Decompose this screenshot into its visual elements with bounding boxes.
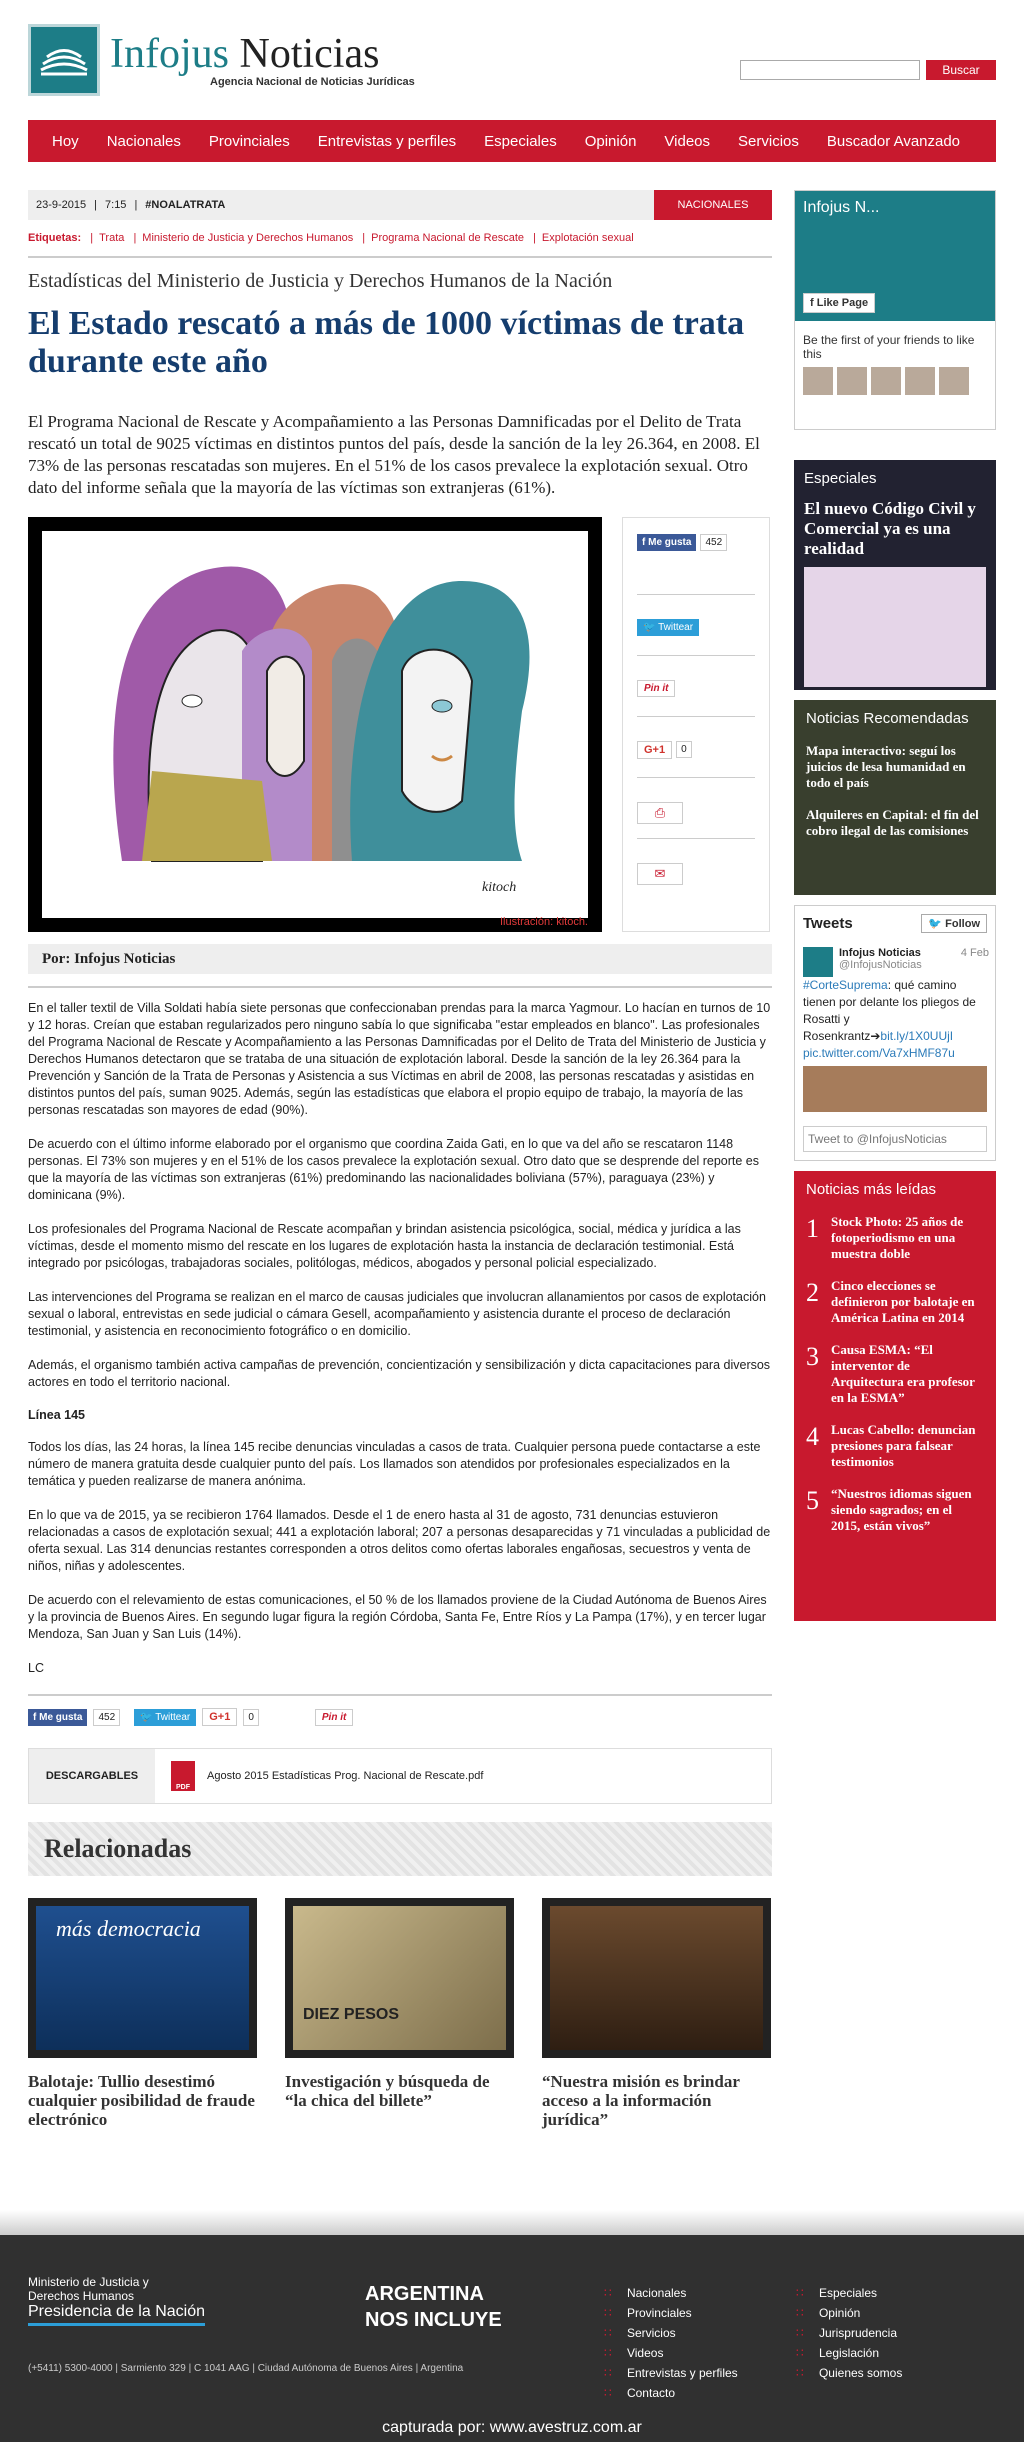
share-sidebar xyxy=(622,517,770,932)
paragraph: De acuerdo con el último informe elaborado por el organismo que coordina Zaida Gati, en lo que va del año se rescataron 1148 personas. El 73% son mujeres y en el 51% de los casos prevalece la explotación sexual. Otro dato que se desprende del reporte es que la mayoría de las víctimas son extranjeras (61%) predominando las nacionalidades boliviana (57%), paraguaya (23%) y dominicana (9%). xyxy=(28,1137,759,1202)
search-input[interactable] xyxy=(740,60,920,80)
facebook-page-widget xyxy=(794,190,996,430)
related-heading: Relacionadas xyxy=(28,1822,772,1876)
like-count: 452 xyxy=(93,1709,120,1726)
footer-link[interactable]: ∷ Legislación xyxy=(796,2343,902,2363)
paragraph-initials: LC xyxy=(28,1661,44,1675)
footer-links-1 xyxy=(604,2283,738,2403)
argentina-logo: ARGENTINA NOS INCLUYE xyxy=(365,2283,502,2331)
tweet-button[interactable]: 🐦 Twittear xyxy=(134,1709,196,1726)
article-author: Por: Infojus Noticias xyxy=(28,944,772,974)
divider xyxy=(28,986,772,988)
print-icon[interactable]: ⎙ xyxy=(637,802,683,824)
recommended-item[interactable]: Alquileres en Capital: el fin del cobro ilegal de las comisiones xyxy=(806,807,979,838)
related-title[interactable]: Balotaje: Tullio desestimó cualquier posibilidad de fraude electrónico xyxy=(28,2072,255,2129)
article-hashtag[interactable]: #NOALATRATA xyxy=(145,199,226,211)
related-image[interactable] xyxy=(28,1898,257,2058)
pdf-icon: PDF xyxy=(171,1761,195,1791)
avatar[interactable] xyxy=(837,367,867,395)
specials-title[interactable]: El nuevo Código Civil y Comercial ya es una realidad xyxy=(804,499,976,558)
related-item[interactable] xyxy=(28,1898,257,2129)
faces-illustration xyxy=(42,531,588,918)
tweet-handle: @InfojusNoticias xyxy=(839,959,922,971)
article-kicker: Estadísticas del Ministerio de Justicia y Derechos Humanos de la Nación xyxy=(28,270,613,292)
related-item[interactable] xyxy=(542,1898,771,2129)
specials-image[interactable] xyxy=(804,567,986,687)
twitter-widget xyxy=(794,905,996,1161)
specials-widget xyxy=(794,460,996,690)
footer-link[interactable]: ∷ Entrevistas y perfiles xyxy=(604,2363,738,2383)
paragraph: Los profesionales del Programa Nacional de Rescate acompañan y brindan asistencia psicológica, social, médica y jurídica a las víctimas, desde el momento mismo del rescate en los lugares de explotación hasta la instancia de declaración testimonial. Está integrado por psicólogas, trabajadoras sociales, politólogas, médicos, abogados y personal policial especializado. xyxy=(28,1222,741,1270)
ministry-name[interactable]: Ministerio de Justicia y Derechos Humanos xyxy=(28,2275,149,2303)
article-time: 7:15 xyxy=(105,199,127,211)
paragraph: En lo que va de 2015, ya se recibieron 1764 llamados. Desde el 1 de enero hasta al 31 de agosto, 731 denuncias estuvieron relacionadas a casos de explotación sexual; 441 a explotación laboral; 207 a personas desaparecidas y 71 vinculadas a publicidad de oferta sexual. Las 314 denuncias restantes corresponden a otros delitos como ofertas laborales engañosas, secuestros y venta de niños, niñas y adolescentes. xyxy=(28,1508,771,1573)
footer xyxy=(0,2235,1024,2442)
google-plus-button[interactable]: G+1 xyxy=(202,1708,237,1726)
most-read-item[interactable]: 4 Lucas Cabello: denuncian presiones para falsear testimonios xyxy=(806,1422,976,1469)
most-read-item[interactable]: 2 Cinco elecciones se definieron por balotaje en América Latina en 2014 xyxy=(806,1278,975,1325)
most-read-heading: Noticias más leídas xyxy=(806,1181,937,1198)
related-image[interactable] xyxy=(285,1898,514,2058)
article-meta: 23-9-2015 | 7:15 | #NOALATRATA NACIONALES xyxy=(28,190,772,220)
avatar[interactable] xyxy=(803,367,833,395)
footer-links-2 xyxy=(796,2283,902,2383)
recommended-heading: Noticias Recomendadas xyxy=(806,710,969,727)
footer-link[interactable]: ∷ Provinciales xyxy=(604,2303,738,2323)
download-file[interactable] xyxy=(155,1749,483,1803)
hashtag-link[interactable]: #CorteSuprema xyxy=(803,978,888,992)
logo-book-icon xyxy=(28,24,100,96)
search-form xyxy=(740,60,996,80)
paragraph: Las intervenciones del Programa se realizan en el marco de causas judiciales que involucran allanamientos por casos de explotación sexual o laboral, entrevistas en sede judicial o cámara Gesell, acompañamiento y asistencia durante el proceso de declaración testimonial, y asistencia en reconocimiento fotográfico o en domicilio. xyxy=(28,1290,766,1338)
avatar[interactable] xyxy=(905,367,935,395)
pinterest-button[interactable]: Pin it xyxy=(315,1709,353,1726)
presidency-logo[interactable]: Presidencia de la Nación xyxy=(28,2303,205,2326)
main-nav xyxy=(28,120,996,162)
tag-link[interactable]: Programa Nacional de Rescate xyxy=(371,232,524,244)
tweet-date: 4 Feb xyxy=(960,947,989,959)
fb-friends-text: Be the first of your friends to like this xyxy=(803,333,975,361)
gplus-count: 0 xyxy=(676,741,692,758)
fb-faces xyxy=(795,361,995,401)
like-count: 452 xyxy=(700,534,727,551)
related-list xyxy=(28,1898,772,2129)
subheading: Línea 145 xyxy=(28,1408,85,1422)
facebook-cover[interactable] xyxy=(795,191,995,321)
recommended-widget xyxy=(794,700,996,895)
tag-link[interactable]: Ministerio de Justicia y Derechos Humanos xyxy=(142,232,354,244)
fb-page-name[interactable]: Infojus N... xyxy=(803,199,880,216)
footer-link[interactable]: ∷ Servicios xyxy=(604,2323,738,2343)
nav-item-opinion[interactable]: Opinión xyxy=(584,132,637,150)
download-file-name[interactable]: Agosto 2015 Estadísticas Prog. Nacional de Rescate.pdf xyxy=(207,1770,484,1782)
logo-title: Infojus Noticias xyxy=(110,31,380,77)
footer-link[interactable]: ∷ Opinión xyxy=(796,2303,902,2323)
downloads-box xyxy=(28,1748,772,1804)
paragraph: Todos los días, las 24 horas, la línea 145 recibe denuncias vinculadas a casos de trata. Cualquier persona puede contactarse a este número de manera gratuita desde cualquier punto del país. Los llamados son atendidos por profesionales especializados en la temática y pueden realizarse de manera anónima. xyxy=(28,1440,761,1488)
paragraph: Además, el organismo también activa campañas de prevención, concientización y sensibilización y dicta capacitaciones para diversos actores en todo el territorio nacional. xyxy=(28,1358,771,1389)
tweet[interactable] xyxy=(803,947,987,977)
tweets-heading: Tweets xyxy=(803,915,853,932)
article-date: 23-9-2015 xyxy=(36,199,87,211)
most-read-item[interactable]: 1 Stock Photo: 25 años de fotoperiodismo en una muestra doble xyxy=(806,1214,964,1261)
article-column xyxy=(28,190,772,2129)
specials-heading: Especiales xyxy=(804,470,877,487)
footer-link[interactable]: ∷ Contacto xyxy=(604,2383,738,2403)
avatar[interactable] xyxy=(939,367,969,395)
related-image-text: DIEZ PESOS xyxy=(293,1906,506,2050)
tags-label: Etiquetas: xyxy=(28,232,82,244)
header xyxy=(0,0,1024,120)
related-image-text: más democracia xyxy=(36,1906,249,2050)
footer-link[interactable]: ∷ Nacionales xyxy=(604,2283,738,2303)
footer-link[interactable]: ∷ Quienes somos xyxy=(796,2363,902,2383)
downloads-label: DESCARGABLES xyxy=(29,1749,155,1803)
tag-link[interactable]: Explotación sexual xyxy=(541,232,634,244)
tweet-author[interactable]: Infojus Noticias xyxy=(839,947,921,959)
tweet-button[interactable]: 🐦 Twittear xyxy=(637,619,699,636)
search-button[interactable]: Buscar xyxy=(926,60,996,80)
footer-address: (+5411) 5300-4000 | Sarmiento 329 | C 1041 AAG | Ciudad Autónoma de Buenos Aires | Argentina xyxy=(28,2363,464,2374)
facebook-like-button[interactable]: f Me gusta xyxy=(28,1709,87,1726)
nav-item-videos[interactable]: Videos xyxy=(664,132,711,150)
site-logo[interactable] xyxy=(28,24,415,96)
article-lead: El Programa Nacional de Rescate y Acompañamiento a las Personas Damnificadas por el Delito de Trata rescató un total de 9025 víctimas en distintos puntos del país, desde la sanción de la ley 26.364, en 2008. El 73% de las personas rescatadas son mujeres. En el 51% de los casos prevalece la explotación sexual. Otro dato del informe señala que la mayoría de las víctimas son extranjeras (61%). xyxy=(28,412,760,497)
nav-item-entrevistas[interactable]: Entrevistas y perfiles xyxy=(317,132,457,150)
tweet-to-input[interactable]: Tweet to @InfojusNoticias xyxy=(803,1126,987,1152)
illustration-signature: kitoch xyxy=(482,880,517,895)
facebook-like-button[interactable]: f Me gusta xyxy=(637,534,696,551)
paragraph: En el taller textil de Villa Soldati había siete personas que confeccionaban prendas para la marca Yagmour. Lo hacían en turnos de 10 y 12 horas. Creían que estaban regularizados pero ninguno sabía lo que significaba "estar empleados en blanco". Las profesionales del Programa Nacional de Rescate y Acompañamiento a las Personas Damnificadas por el Delito de Trata del Ministerio de Justicia y Derechos Humanos detectaron que se trataba de una situación de explotación laboral. Desde la sanción de la ley 26.364 para la Prevención y Sanción de la Trata de Personas y Asistencia a sus Víctimas en abril de 2008, las personas rescatadas y asistidas en distintos puntos del país, suman 9025. Además, según las estadísticas que elabora el propio equipo de trabajo, la mayoría de las personas rescatadas son mayores de edad (90%). xyxy=(28,1001,771,1117)
avatar[interactable] xyxy=(871,367,901,395)
logo-subtitle: Agencia Nacional de Noticias Jurídicas xyxy=(210,76,415,88)
article-illustration[interactable] xyxy=(28,517,602,932)
divider xyxy=(28,1694,772,1696)
tweet-link[interactable]: pic.twitter.com/Va7xHMF87u xyxy=(803,1046,955,1060)
tags: Etiquetas: | Trata | Ministerio de Justicia y Derechos Humanos | Programa Nacional de Rescate | Explotación sexual xyxy=(28,232,634,244)
nav-item-buscador[interactable]: Buscador Avanzado xyxy=(826,132,961,150)
nav-item-hoy[interactable]: Hoy xyxy=(52,132,79,150)
tweet-link[interactable]: bit.ly/1X0UUjI xyxy=(880,1029,954,1043)
divider xyxy=(28,256,772,258)
footer-link[interactable]: ∷ Jurisprudencia xyxy=(796,2323,902,2343)
most-read-widget xyxy=(794,1171,996,1621)
related-item[interactable] xyxy=(285,1898,514,2129)
section-badge[interactable]: NACIONALES xyxy=(654,190,772,220)
footer-shadow xyxy=(0,2210,1024,2235)
sidebar xyxy=(794,190,996,1621)
nav-item-provinciales[interactable]: Provinciales xyxy=(208,132,290,150)
capture-credit: capturada por: www.avestruz.com.ar xyxy=(382,2419,642,2436)
recommended-item[interactable]: Mapa interactivo: seguí los juicios de lesa humanidad en todo el país xyxy=(806,743,966,790)
article-body xyxy=(28,1000,772,1677)
fb-like-page-button[interactable]: f Like Page xyxy=(803,293,875,313)
image-caption: Ilustración: kitoch. xyxy=(499,916,588,928)
most-read-item[interactable]: 3 Causa ESMA: “El interventor de Arquitectura era profesor en la ESMA” xyxy=(806,1342,975,1405)
gplus-count: 0 xyxy=(243,1709,259,1726)
nav-item-servicios[interactable]: Servicios xyxy=(738,132,799,150)
nav-item-nacionales[interactable]: Nacionales xyxy=(106,132,181,150)
tweet-text: #CorteSuprema: qué camino tienen por delante los pliegos de Rosatti y Rosenkrantz➔bit.ly/1X0UUjI pic.twitter.com/Va7xHMF87u xyxy=(803,978,976,1060)
most-read-item[interactable]: 5 “Nuestros idiomas siguen siendo sagrados; en el 2015, están vivos” xyxy=(806,1486,972,1533)
paragraph: De acuerdo con el relevamiento de estas comunicaciones, el 50 % de los llamados proviene de la Ciudad Autónoma de Buenos Aires y la provincia de Buenos Aires. En segundo lugar figura la región Córdoba, Santa Fe, Entre Ríos y La Pampa (17%), y en tercer lugar Mendoza, San Juan y San Luis (14%). xyxy=(28,1593,767,1641)
tag-link[interactable]: Trata xyxy=(99,232,125,244)
follow-button[interactable]: 🐦 Follow xyxy=(921,914,987,933)
pinterest-button[interactable]: Pin it xyxy=(637,680,675,697)
tweet-image[interactable] xyxy=(803,1066,987,1112)
nav-item-especiales[interactable]: Especiales xyxy=(484,132,557,150)
related-title[interactable]: “Nuestra misión es brindar acceso a la información jurídica” xyxy=(542,2072,740,2129)
footer-link[interactable]: ∷ Videos xyxy=(604,2343,738,2363)
related-title[interactable]: Investigación y búsqueda de “la chica del billete” xyxy=(285,2072,490,2110)
article-title: El Estado rescató a más de 1000 víctimas de trata durante este año xyxy=(28,305,745,380)
email-icon[interactable]: ✉ xyxy=(637,863,683,885)
media-block xyxy=(28,517,772,932)
avatar[interactable] xyxy=(803,947,833,977)
related-image[interactable] xyxy=(542,1898,771,2058)
bottom-share-row xyxy=(28,1708,772,1726)
google-plus-button[interactable]: G+1 xyxy=(637,741,672,759)
footer-link[interactable]: ∷ Especiales xyxy=(796,2283,902,2303)
